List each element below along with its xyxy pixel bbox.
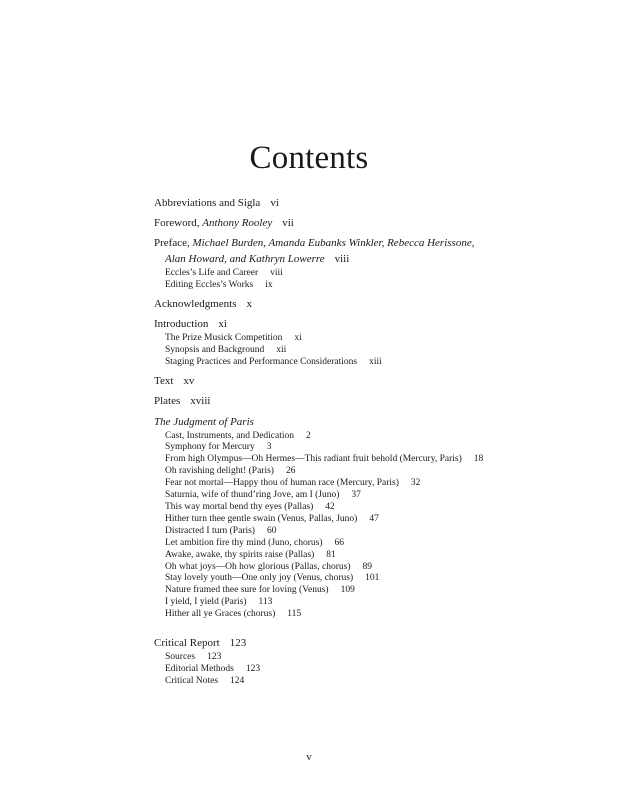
toc-subentry bbox=[165, 478, 594, 490]
entry-label: Acknowledgments bbox=[154, 297, 237, 310]
subentry-label: Editorial Methods bbox=[165, 663, 234, 674]
subentry-label: Oh what joys—Oh how glorious (Pallas, chorus) bbox=[165, 561, 351, 572]
subentry-label: From high Olympus—Oh Hermes—This radiant fruit behold (Mercury, Paris) bbox=[165, 454, 462, 465]
page-number: 113 bbox=[258, 597, 273, 608]
page-number: 42 bbox=[325, 501, 335, 512]
subentry-label: Editing Eccles’s Works bbox=[165, 279, 254, 290]
entry-author: Anthony Rooley bbox=[202, 217, 273, 229]
page-number: 37 bbox=[351, 490, 361, 501]
toc-subentry bbox=[165, 333, 594, 345]
subentry-label: Cast, Instruments, and Dedication bbox=[165, 430, 295, 441]
introduction-subentries bbox=[154, 333, 594, 369]
subentry-label: I yield, I yield (Paris) bbox=[165, 597, 247, 608]
page-number: 115 bbox=[287, 609, 302, 620]
subentry-label: Nature framed thee sure for loving (Venus) bbox=[165, 585, 329, 596]
toc-subentry bbox=[165, 538, 594, 550]
page-number: 47 bbox=[369, 513, 379, 524]
page-number: 124 bbox=[230, 675, 245, 686]
toc-subentry bbox=[165, 676, 594, 688]
page-number: 109 bbox=[340, 585, 355, 596]
toc-subentry bbox=[165, 585, 594, 597]
subentry-label: Eccles’s Life and Career bbox=[165, 268, 259, 278]
toc-entry-text bbox=[154, 373, 594, 389]
page-number: 89 bbox=[362, 561, 372, 572]
entry-label: Plates bbox=[154, 394, 181, 407]
subentry-label: Hither turn thee gentle swain (Venus, Pallas, Juno) bbox=[165, 513, 358, 524]
toc-subentry bbox=[165, 431, 594, 443]
entry-label: Critical Report bbox=[154, 637, 220, 650]
page-number: xiii bbox=[369, 356, 382, 367]
toc-subentry bbox=[165, 550, 594, 562]
toc-subentry bbox=[165, 357, 594, 369]
toc-subentry bbox=[165, 490, 594, 502]
entry-label: Foreword, bbox=[154, 217, 200, 229]
subentry-label: Synopsis and Background bbox=[165, 344, 265, 355]
critical-report-subentries bbox=[154, 652, 594, 688]
page-number: 2 bbox=[306, 430, 311, 441]
toc-subentry bbox=[165, 562, 594, 574]
page-number: x bbox=[246, 297, 252, 310]
subentry-label: Fear not mortal—Happy thou of human race (Mercury, Paris) bbox=[165, 478, 399, 489]
toc-entry-acknowledgments bbox=[154, 296, 594, 312]
subentry-label: Let ambition fire thy mind (Juno, chorus) bbox=[165, 537, 323, 548]
page-number: 32 bbox=[410, 478, 421, 489]
page-number: viii bbox=[334, 253, 350, 265]
page-number: 81 bbox=[326, 549, 336, 560]
subentry-label: Oh ravishing delight! (Paris) bbox=[165, 466, 274, 477]
folio-page-number: v bbox=[306, 751, 312, 763]
section-title: The Judgment of Paris bbox=[154, 415, 254, 428]
entry-label: Text bbox=[154, 374, 174, 387]
page-number: vi bbox=[270, 197, 279, 209]
judgment-subentries bbox=[154, 431, 594, 622]
page-number: xi bbox=[294, 332, 302, 343]
subentry-label: Saturnia, wife of thund’ring Jove, am I (Juno) bbox=[165, 490, 340, 501]
toc-subentry bbox=[165, 652, 594, 664]
subentry-label: Critical Notes bbox=[165, 675, 219, 686]
page-number: 60 bbox=[266, 525, 277, 536]
page-number: 123 bbox=[245, 663, 261, 674]
table-of-contents bbox=[154, 195, 594, 692]
entry-authors-line2: Alan Howard, and Kathryn Lowerre bbox=[165, 253, 325, 265]
toc-subentry bbox=[165, 609, 594, 621]
page-number: xviii bbox=[190, 394, 211, 407]
page-number: vii bbox=[282, 217, 294, 229]
subentry-label: Symphony for Mercury bbox=[165, 442, 255, 453]
toc-entry-critical-report bbox=[154, 635, 594, 651]
preface-subentries bbox=[154, 268, 594, 292]
page-number: 123 bbox=[207, 652, 222, 663]
toc-subentry bbox=[165, 442, 594, 454]
toc-subentry bbox=[165, 345, 594, 357]
toc-entry-plates bbox=[154, 393, 594, 409]
page-number: 26 bbox=[285, 466, 296, 477]
toc-entry-abbreviations bbox=[154, 195, 594, 211]
toc-subentry bbox=[165, 526, 594, 538]
page-number: xi bbox=[218, 317, 227, 330]
entry-label: Preface, bbox=[154, 237, 190, 249]
page-title: Contents bbox=[249, 140, 369, 177]
entry-authors-line1: Michael Burden, Amanda Eubanks Winkler, Rebecca Herissone, bbox=[192, 237, 475, 249]
toc-entry-preface bbox=[154, 235, 594, 267]
entry-label: Abbreviations and Sigla bbox=[154, 197, 261, 209]
toc-subentry bbox=[165, 268, 594, 280]
toc-subentry bbox=[165, 514, 594, 526]
page-number: 18 bbox=[473, 454, 484, 465]
toc-subentry bbox=[165, 664, 594, 676]
subentry-label: Awake, awake, thy spirits raise (Pallas) bbox=[165, 549, 315, 560]
page-number: 101 bbox=[365, 573, 380, 584]
toc-subentry bbox=[165, 573, 594, 585]
toc-subentry bbox=[165, 454, 594, 466]
toc-subentry bbox=[165, 502, 594, 514]
toc-entry-foreword bbox=[154, 215, 594, 231]
toc-subentry bbox=[165, 597, 594, 609]
page-number: ix bbox=[265, 279, 273, 290]
subentry-label: Distracted I turn (Paris) bbox=[165, 525, 255, 536]
toc-subentry bbox=[165, 280, 594, 292]
page-number: viii bbox=[270, 268, 283, 278]
subentry-label: Sources bbox=[165, 652, 196, 663]
page-number: 66 bbox=[334, 537, 345, 548]
toc-section-judgment bbox=[154, 414, 594, 430]
subentry-label: Hither all ye Graces (chorus) bbox=[165, 609, 276, 620]
page-number: xv bbox=[183, 374, 195, 387]
toc-subentry bbox=[165, 466, 594, 478]
subentry-label: The Prize Musick Competition bbox=[165, 332, 283, 343]
subentry-label: Staging Practices and Performance Considerations bbox=[165, 356, 358, 367]
subentry-label: This way mortal bend thy eyes (Pallas) bbox=[165, 501, 314, 512]
toc-entry-introduction bbox=[154, 316, 594, 332]
page-number: 123 bbox=[229, 637, 247, 650]
page-number: xii bbox=[276, 344, 287, 355]
entry-label: Introduction bbox=[154, 317, 209, 330]
page-number: 3 bbox=[266, 442, 272, 453]
subentry-label: Stay lovely youth—One only joy (Venus, chorus) bbox=[165, 573, 354, 584]
